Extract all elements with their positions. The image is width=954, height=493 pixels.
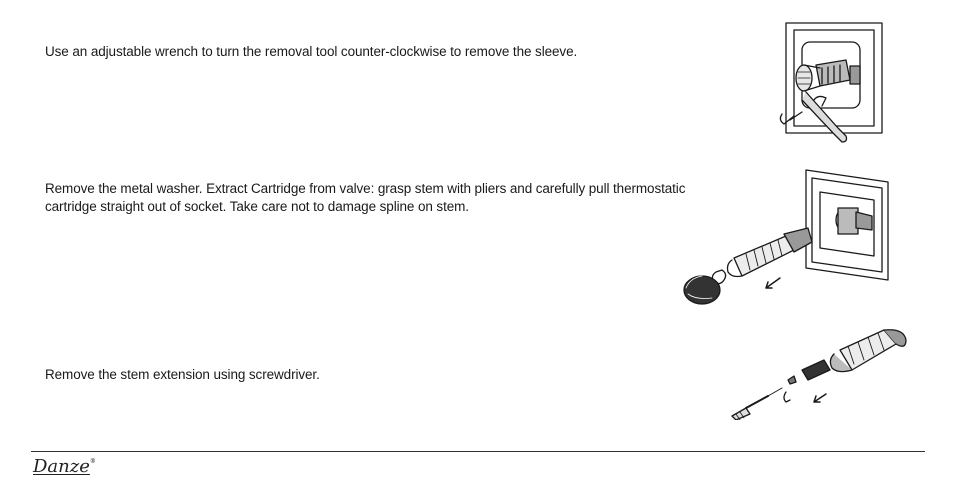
step-1-instruction: Use an adjustable wrench to turn the removal tool counter-clockwise to remove the sleeve. [45, 44, 578, 59]
stem-extension-removal-illustration [728, 320, 910, 420]
step-3-instruction: Remove the stem extension using screwdriver. [45, 367, 320, 382]
cartridge-extraction-illustration [676, 168, 894, 318]
step-2-instruction: Remove the metal washer. Extract Cartridge from valve: grasp stem with pliers and carefully pull thermostatic cartridge straight out of socket. Take care not to damage spline on stem. [45, 181, 686, 214]
footer-rule [31, 451, 925, 452]
wrench-sleeve-removal-illustration [776, 20, 886, 150]
logo-text: Danze [33, 456, 90, 477]
danze-logo: Danze® [33, 456, 96, 477]
